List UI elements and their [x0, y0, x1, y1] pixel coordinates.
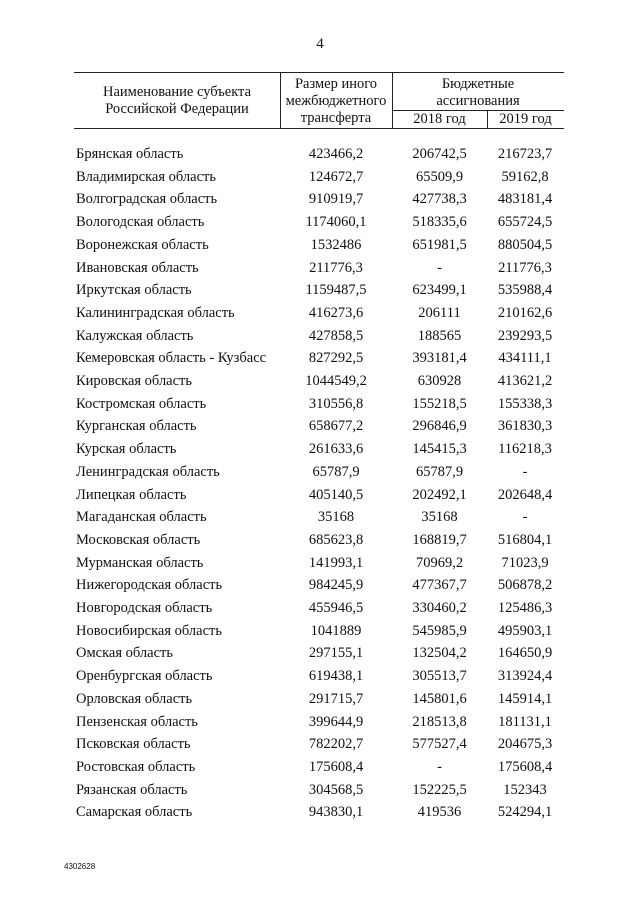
- region-name-cell: Волгоградская область: [76, 191, 218, 208]
- table-row: [0, 529, 640, 551]
- table-row: [0, 302, 640, 324]
- allocation-2018-cell: 188565: [417, 327, 462, 344]
- allocation-2019-cell: 413621,2: [497, 373, 553, 389]
- allocation-2019-cell: 164650,9: [497, 645, 553, 662]
- table-row: [0, 756, 640, 778]
- allocation-2019-cell: 313924,4: [497, 668, 553, 685]
- table-row: [0, 438, 640, 460]
- table-row: [0, 801, 640, 823]
- region-name-cell: Кемеровская область - Кузбасс: [76, 350, 267, 367]
- region-name-cell: Костромская область: [76, 395, 207, 412]
- region-name-cell: Брянская область: [76, 146, 184, 162]
- transfer-total-cell: 211776,3: [309, 259, 363, 276]
- transfer-total-cell: 1532486: [310, 236, 362, 253]
- transfer-total-cell: 827292,5: [308, 350, 364, 367]
- allocation-2019-cell: 495903,1: [497, 622, 553, 639]
- allocation-2018-cell: 518335,6: [412, 214, 467, 231]
- region-name-cell: Пензенская область: [76, 713, 198, 730]
- transfer-total-cell: 685623,8: [308, 531, 364, 548]
- transfer-total-cell: 910919,7: [308, 191, 364, 208]
- region-name-cell: Иркутская область: [76, 282, 192, 299]
- table-row: [0, 370, 640, 392]
- allocation-2018-cell: 330460,2: [412, 600, 467, 616]
- allocation-2019-cell: 71023,9: [501, 554, 549, 571]
- transfer-total-cell: 405140,5: [308, 486, 364, 503]
- table-row: [0, 552, 640, 574]
- region-name-cell: Самарская область: [76, 804, 193, 821]
- header-year-2019: 2019 год: [499, 111, 552, 127]
- allocation-2018-cell: 651981,5: [412, 236, 467, 253]
- allocation-2018-cell: 155218,5: [412, 395, 467, 412]
- region-name-cell: Нижегородская область: [76, 577, 223, 594]
- allocation-2018-cell: 623499,1: [412, 282, 467, 299]
- allocation-2019-cell: 211776,3: [498, 259, 552, 276]
- table-row: [0, 574, 640, 596]
- region-name-cell: Оренбургская область: [76, 668, 213, 685]
- region-name-cell: Кировская область: [76, 373, 193, 389]
- transfer-total-cell: 304568,5: [308, 781, 364, 798]
- allocation-2019-cell: 125486,3: [497, 600, 553, 616]
- allocation-2019-cell: 361830,3: [497, 418, 553, 435]
- allocation-2019-cell: 59162,8: [501, 168, 549, 185]
- allocation-2019-cell: 204675,3: [497, 736, 553, 753]
- table-header-bottom-rule: [74, 128, 564, 129]
- region-name-cell: Вологодская область: [76, 214, 205, 231]
- table-row: [0, 188, 640, 210]
- header-year-2018: 2018 год: [413, 111, 466, 127]
- table-row: [0, 415, 640, 437]
- allocation-2018-cell: 296846,9: [412, 418, 467, 435]
- region-name-cell: Калининградская область: [76, 304, 235, 321]
- region-name-cell: Ленинградская область: [76, 463, 220, 480]
- table-row: [0, 393, 640, 415]
- allocation-2018-cell: -: [437, 259, 442, 276]
- table-row: [0, 642, 640, 664]
- transfer-total-cell: 124672,7: [308, 168, 364, 185]
- allocation-2019-cell: 516804,1: [497, 531, 553, 548]
- transfer-total-cell: 291715,7: [308, 690, 364, 707]
- allocation-2019-cell: 506878,2: [497, 577, 553, 594]
- transfer-total-cell: 1159487,5: [305, 282, 367, 299]
- transfer-total-cell: 943830,1: [308, 804, 364, 821]
- transfer-total-cell: 1044549,2: [305, 373, 367, 389]
- transfer-total-cell: 1041889: [310, 622, 362, 639]
- allocation-2018-cell: 630928: [417, 373, 462, 389]
- table-top-rule: [74, 72, 564, 73]
- allocation-2019-cell: 116218,3: [498, 441, 552, 458]
- table-row: [0, 325, 640, 347]
- transfer-total-cell: 175608,4: [308, 758, 364, 775]
- allocation-2018-cell: 206111: [418, 304, 461, 321]
- header-budget-line2: ассигнования: [436, 93, 520, 109]
- allocation-2019-cell: 239293,5: [497, 327, 553, 344]
- table-row: [0, 347, 640, 369]
- allocation-2018-cell: 577527,4: [412, 736, 467, 753]
- header-region-name-line1: Наименование субъекта: [102, 84, 252, 100]
- transfer-total-cell: 141993,1: [308, 554, 364, 571]
- allocation-2018-cell: -: [437, 758, 442, 775]
- header-region-name: [74, 84, 280, 118]
- region-name-cell: Орловская область: [76, 690, 193, 707]
- transfer-total-cell: 297155,1: [308, 645, 364, 662]
- allocation-2018-cell: 65787,9: [415, 463, 464, 480]
- table-row: [0, 733, 640, 755]
- allocation-2019-cell: 434111,1: [498, 350, 552, 367]
- region-name-cell: Ростовская область: [76, 758, 196, 775]
- region-name-cell: Псковская область: [76, 736, 191, 753]
- allocation-2019-cell: 181131,1: [498, 713, 552, 730]
- region-name-cell: Калужская область: [76, 327, 194, 344]
- region-name-cell: Новгородская область: [76, 600, 213, 616]
- region-name-cell: Курганская область: [76, 418, 197, 435]
- transfer-total-cell: 399644,9: [308, 713, 364, 730]
- transfer-total-cell: 261633,6: [308, 441, 364, 458]
- header-transfer-line2: межбюджетного: [285, 93, 387, 109]
- allocation-2018-cell: 152225,5: [412, 781, 467, 798]
- transfer-total-cell: 35168: [317, 509, 355, 526]
- region-name-cell: Московская область: [76, 531, 201, 548]
- table-row: [0, 620, 640, 642]
- allocation-2018-cell: 218513,8: [412, 713, 467, 730]
- allocation-2018-cell: 419536: [417, 804, 462, 821]
- region-name-cell: Ивановская область: [76, 259, 199, 276]
- table-row: [0, 484, 640, 506]
- allocation-2019-cell: 145914,1: [497, 690, 553, 707]
- transfer-total-cell: 427858,5: [308, 327, 364, 344]
- table-row: [0, 597, 640, 619]
- document-code: 4302628: [64, 862, 96, 871]
- allocation-2019-cell: 524294,1: [497, 804, 553, 821]
- table-row: [0, 711, 640, 733]
- table-row: [0, 143, 640, 165]
- header-transfer-size: [280, 76, 392, 127]
- allocation-2019-cell: -: [522, 509, 528, 526]
- allocation-2019-cell: 655724,5: [497, 214, 553, 231]
- table-row: [0, 665, 640, 687]
- table-row: [0, 506, 640, 528]
- allocation-2018-cell: 35168: [421, 509, 458, 526]
- region-name-cell: Воронежская область: [76, 236, 209, 253]
- region-name-cell: Курская область: [76, 441, 177, 458]
- allocation-2019-cell: 175608,4: [497, 758, 553, 775]
- allocation-2018-cell: 393181,4: [412, 350, 467, 367]
- header-budget-allocations: [392, 76, 564, 110]
- region-name-cell: Рязанская область: [76, 781, 188, 798]
- transfer-total-cell: 619438,1: [308, 668, 364, 685]
- table-row: [0, 279, 640, 301]
- allocation-2018-cell: 305513,7: [412, 668, 467, 685]
- transfer-total-cell: 984245,9: [308, 577, 364, 594]
- allocation-2019-cell: -: [522, 463, 528, 480]
- table-row: [0, 211, 640, 233]
- transfer-total-cell: 310556,8: [308, 395, 364, 412]
- table-row: [0, 234, 640, 256]
- header-budget-line1: Бюджетные: [441, 76, 515, 92]
- allocation-2018-cell: 427738,3: [412, 191, 467, 208]
- transfer-total-cell: 65787,9: [312, 463, 360, 480]
- allocation-2018-cell: 70969,2: [415, 554, 464, 571]
- table-row: [0, 688, 640, 710]
- region-name-cell: Новосибирская область: [76, 622, 222, 639]
- allocation-2018-cell: 545985,9: [412, 622, 467, 639]
- allocation-2019-cell: 210162,6: [497, 304, 553, 321]
- allocation-2018-cell: 145801,6: [412, 690, 467, 707]
- header-transfer-line1: Размер иного: [294, 76, 378, 92]
- allocation-2019-cell: 483181,4: [497, 191, 553, 208]
- transfer-total-cell: 658677,2: [308, 418, 364, 435]
- transfer-total-cell: 423466,2: [308, 146, 364, 162]
- transfer-total-cell: 455946,5: [308, 600, 364, 616]
- transfer-total-cell: 1174060,1: [305, 214, 367, 231]
- allocation-2018-cell: 202492,1: [412, 486, 467, 503]
- allocation-2019-cell: 216723,7: [497, 146, 553, 162]
- allocation-2018-cell: 132504,2: [412, 645, 467, 662]
- transfer-total-cell: 782202,7: [308, 736, 364, 753]
- allocation-2019-cell: 880504,5: [497, 236, 553, 253]
- table-row: [0, 257, 640, 279]
- allocation-2019-cell: 152343: [503, 781, 547, 798]
- region-name-cell: Омская область: [76, 645, 173, 662]
- header-region-name-line2: Российской Федерации: [105, 101, 249, 117]
- transfer-total-cell: 416273,6: [308, 304, 364, 321]
- table-row: [0, 461, 640, 483]
- region-name-cell: Липецкая область: [76, 486, 187, 503]
- table-row: [0, 779, 640, 801]
- allocation-2018-cell: 168819,7: [412, 531, 467, 548]
- allocation-2018-cell: 477367,7: [412, 577, 467, 594]
- allocation-2018-cell: 145415,3: [412, 441, 467, 458]
- region-name-cell: Мурманская область: [76, 554, 204, 571]
- allocation-2018-cell: 206742,5: [412, 146, 467, 162]
- allocation-2019-cell: 155338,3: [497, 395, 553, 412]
- page-number: 4: [316, 36, 324, 52]
- allocation-2019-cell: 202648,4: [497, 486, 553, 503]
- table-row: [0, 166, 640, 188]
- region-name-cell: Магаданская область: [76, 509, 207, 526]
- header-transfer-line3: трансферта: [300, 110, 372, 126]
- region-name-cell: Владимирская область: [76, 168, 216, 185]
- allocation-2018-cell: 65509,9: [415, 168, 464, 185]
- allocation-2019-cell: 535988,4: [497, 282, 553, 299]
